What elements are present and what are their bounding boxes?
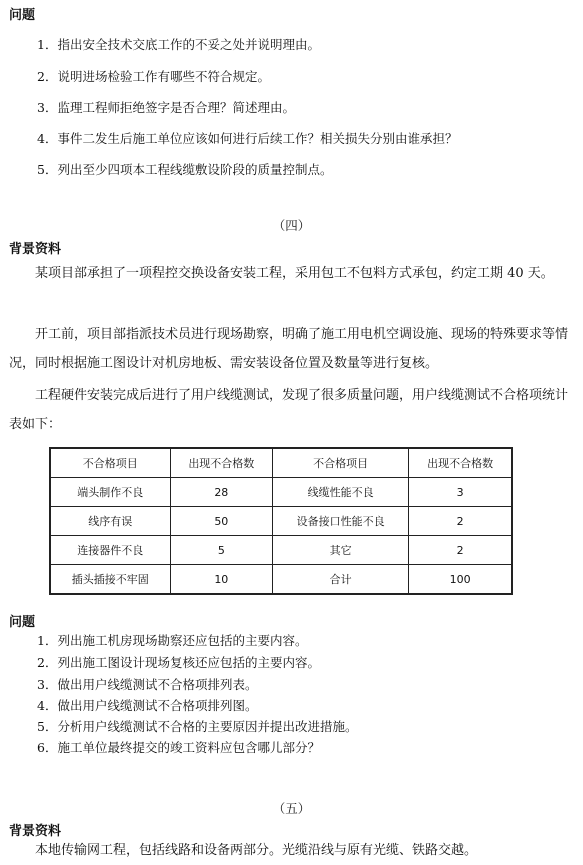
background-paragraph: 某项目部承担了一项程控交换设备安装工程，采用包工不包料方式承包，约定工期 40 天。 [35,266,554,281]
section-number: （五） [272,801,311,816]
table-cell: 线缆性能不良 [273,478,409,507]
table-cell: 连接器件不良 [50,536,170,565]
table-cell: 插头插接不牢固 [50,565,170,595]
question-item: 5．分析用户线缆测试不合格的主要原因并提出改进措施。 [37,719,358,734]
table-header-row [50,448,512,478]
table-cell: 10 [170,565,272,595]
table-row [50,536,512,565]
table-cell: 2 [409,536,512,565]
table-cell: 2 [409,507,512,536]
table-header-cell: 出现不合格数 [409,448,512,478]
table-header-cell: 出现不合格数 [170,448,272,478]
table-cell: 3 [409,478,512,507]
background-heading: 背景资料 [9,824,62,839]
table-cell: 5 [170,536,272,565]
table-cell: 端头制作不良 [50,478,170,507]
background-paragraph: 工程硬件安装完成后进行了用户线缆测试，发现了很多质量问题，用户线缆测试不合格项统计表如下： [9,388,569,432]
questions-heading: 问题 [9,615,36,630]
table-cell: 50 [170,507,272,536]
table-cell: 28 [170,478,272,507]
table-row [50,478,512,507]
table-row [50,565,512,595]
table-cell: 合计 [273,565,409,595]
questions-heading: 问题 [9,8,36,23]
question-item: 1．指出安全技术交底工作的不妥之处并说明理由。 [37,37,320,52]
background-paragraph: 开工前，项目部指派技术员进行现场勘察，明确了施工用电机空调设施、现场的特殊要求等情况，同时根据施工图设计对机房地板、需安装设备位置及数量等进行复核。 [9,327,569,371]
question-item: 2．说明进场检验工作有哪些不符合规定。 [37,69,270,84]
background-paragraph: 本地传输网工程，包括线路和设备两部分。光缆沿线与原有光缆、铁路交越。 [35,843,478,858]
table-cell: 设备接口性能不良 [273,507,409,536]
question-item: 4．做出用户线缆测试不合格项排列图。 [37,698,258,713]
background-heading: 背景资料 [9,242,62,257]
table-header-cell: 不合格项目 [50,448,170,478]
question-item: 2．列出施工图设计现场复核还应包括的主要内容。 [37,655,320,670]
question-item: 4．事件二发生后施工单位应该如何进行后续工作？相关损失分别由谁承担？ [37,131,458,146]
table-cell: 线序有误 [50,507,170,536]
question-item: 3．监理工程师拒绝签字是否合理？简述理由。 [37,100,295,115]
table-header-cell: 不合格项目 [273,448,409,478]
question-item: 6．施工单位最终提交的竣工资料应包含哪儿部分？ [37,740,320,755]
question-item: 3．做出用户线缆测试不合格项排列表。 [37,677,258,692]
table-cell: 100 [409,565,512,595]
question-item: 5．列出至少四项本工程线缆敷设阶段的质量控制点。 [37,162,333,177]
defect-statistics-table [49,447,513,595]
table-row [50,507,512,536]
table-cell: 其它 [273,536,409,565]
question-item: 1．列出施工机房现场勘察还应包括的主要内容。 [37,633,308,648]
section-number: （四） [272,218,311,233]
